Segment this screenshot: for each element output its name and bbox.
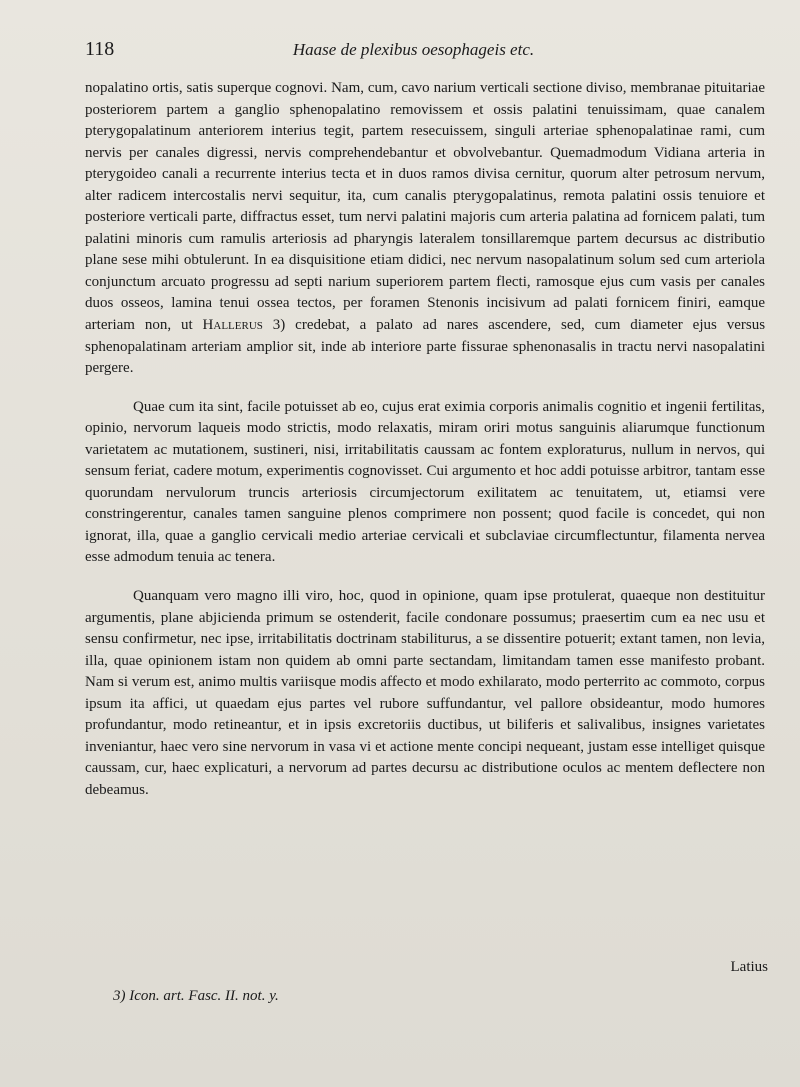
page-number: 118 (85, 38, 115, 60)
page-header (85, 38, 742, 68)
paragraph-1-continuation: credebat, a palato ad nares ascendere, sed, cum diameter ejus versus sphenopalatinam arteriam amplior sit, inde ab interiore parte fissurae sphenonasalis in tractu nervi nasopalatini pergere. (85, 317, 766, 377)
footnote: 3) Icon. art. Fasc. II. not. y. (113, 988, 279, 1004)
paragraph-3: Quanquam vero magno illi viro, hoc, quod in opinione, quam ipse protulerat, quaeque non destituitur argumentis, plane abjicienda primum se ostenderit, facile condonare possumus; praesertim cum ea nec usu et sensu confirmetur, nec ipse, irritabilitatis doctrinam stabiliturus, a se dissentire potuerit; extant tamen, non levia, illa, quae opinionem istam non quidem ab omni parte sectandam, limitandam tamen esse manifesto probant. Nam si verum est, animo multis variisque modis affecto et modo exhilarato, modo perterrito ac commoto, corpus ipsum ita affici, ut quaedam ejus partes vel rubore suffundantur, vel pallore obsideantur, modo humores profundantur, modo retineantur, et in ipsis excretoriis ductibus, ut biliferis et salivalibus, insignes varietates inveniantur, haec vero sine nervorum in vasa vi et actione mente concipi nequeant, justam esse intelliget quisque caussam, cur, haec explicaturi, a nervorum ad partes decursu ac distributione oculos ac mentem deflectere non debeamus. (85, 588, 765, 798)
paragraph-2: Quae cum ita sint, facile potuisset ab eo, cujus erat eximia corporis animalis cognitio et ingenii fertilitas, opinio, nervorum laqueis modo strictis, modo relaxatis, miram oriri motus sanguinis aliarumque functionum varietatem ac mutationem, sustineri, nisi, irritabilitatis caussam ac fontem exploraturus, nullum in nervos, qui sensum feriat, cadere motum, experimentis cognovisset. Cui argumento et hoc addi potuisse arbitror, tantam esse quorundam nervulorum truncis arteriosis circumjectorum exilitatem ac tenuitatem, ut, etiamsi vere constringerentur, canales tamen sanguine plenos comprimere non possent; quod facile is concedet, qui non ignorat, illa, quae a ganglio cervicali medio arteriae cervicali et subclaviae circumflectuntur, filamenta nervea esse admodum tenuia ac tenera. (85, 398, 765, 566)
body-text (85, 78, 765, 819)
footnote-reference: 3) (272, 317, 286, 334)
running-title: Haase de plexibus oesophageis etc. (292, 40, 535, 59)
paragraph-1 (85, 78, 765, 380)
author-name: Hallerus (202, 317, 263, 334)
catchword: Latius (730, 959, 768, 975)
paragraph-1-text: nopalatino ortis, satis superque cognovi. Nam, cum, cavo narium verticali sectione diviso, membranae pituitariae posteriorem partem a ganglio sphenopalatino removissem et ossis palatini tenuissimam, quae canalem pterygopalatinum anteriorem interius tegit, partem resecuissem, singuli arteriae sphenopalatinae rami, cum nervis per canales digressi, nervis comprehendebantur et obvolvebantur. Quemadmodum Vidiana arteria in pterygoideo canali a recurrente interius tecta et in duos ramos divisa cernitur, quorum alter petrosum nervum, alter radicem intercostalis nervi sequitur, ita, cum canalis pterygopalatinus, remota palatini ossis tenuiore et posteriore verticali parte, diffractus esset, tum nervi palatini majoris cum arteria palatina ad fornicem palati, tum palatini minoris cum ramulis arteriosis ad pharyngis lateralem tonsillaremque partem decursus ac distributio plane sese mihi obtulerunt. In ea disquisitione etiam didici, nec nervum nasopalatinum solum sed cum arteriola conjunctum arcuato progressu ad septi narium superiorem partem flecti, ramosque ejus cum vasis per canales duos osseos, lamina tenui ossea tectos, per foramen Stenonis incisivum ad palati fornicem finiri, eamque arteriam non, ut (85, 80, 765, 334)
